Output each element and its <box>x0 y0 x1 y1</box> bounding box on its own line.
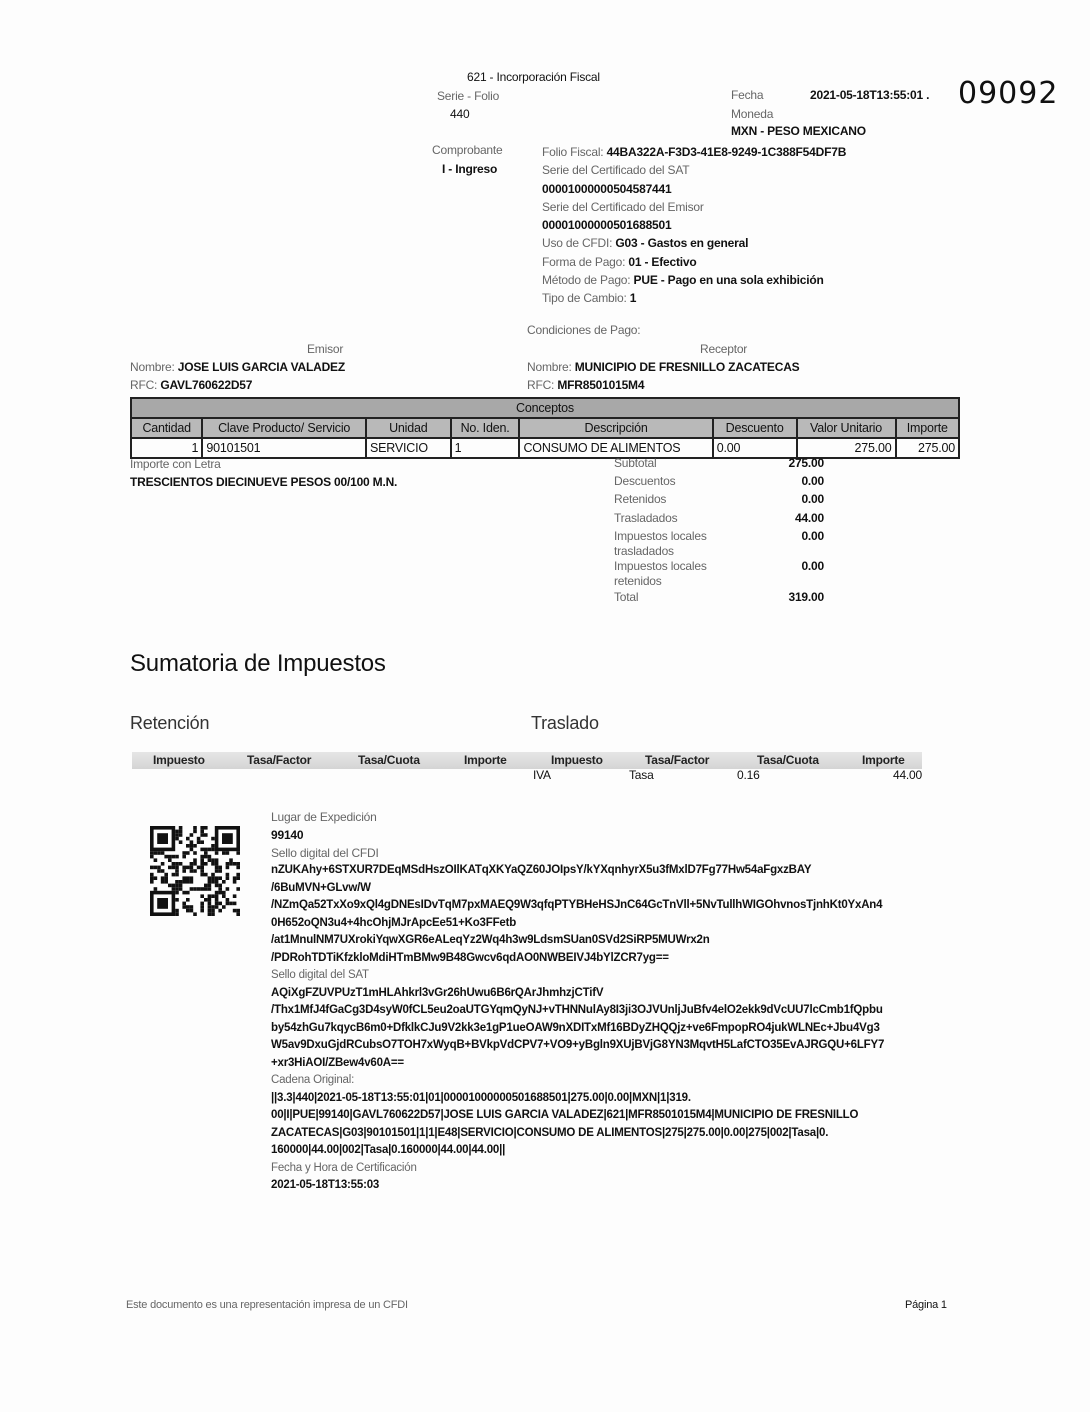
total-label: Descuentos <box>614 474 676 488</box>
stamp-number: 09092 <box>958 76 1059 111</box>
lugar-expedicion: 99140 <box>271 828 304 842</box>
fiscal-line <box>542 161 846 179</box>
fecha-label: Fecha <box>731 88 764 102</box>
serie-folio: 440 <box>450 107 470 121</box>
sello-cfdi-line: /PDRohTDTiKfzkloMdiHTmBMw9B48Gwcv6qdAO0NWBEIVJ4bYlZCR7yg== <box>271 951 669 964</box>
fiscal-value: 44BA322A-F3D3-41E8-9249-1C388F54DF7B <box>606 145 847 159</box>
sello-sat-line: +xr3HiAOI/ZBew4v60A== <box>271 1056 404 1069</box>
column-header: Descripción <box>519 418 712 438</box>
emisor-nombre: Nombre: JOSE LUIS GARCIA VALADEZ <box>130 360 345 374</box>
total-row <box>614 511 824 526</box>
tax-value: IVA <box>533 768 551 782</box>
total-label: Impuestos locales retenidos <box>614 559 707 588</box>
fiscal-label: Tipo de Cambio: <box>542 291 630 306</box>
total-value: 0.00 <box>801 559 824 573</box>
fecha: 2021-05-18T13:55:01 . <box>810 88 930 102</box>
cadena-line: ZACATECAS|G03|90101501|1|1|E48|SERVICIO|CONSUMO DE ALIMENTOS|275|275.00|0.00|275|002|Tasa|0. <box>271 1126 829 1139</box>
condiciones-pago-label: Condiciones de Pago: <box>527 323 641 337</box>
fiscal-line <box>542 143 846 161</box>
total-value: 44.00 <box>794 511 824 525</box>
total-row <box>614 529 824 559</box>
fiscal-line <box>542 198 846 216</box>
sello-cfdi-line: /NZmQa52TxXo9xQl4gDNEsIDvTqM7pxMAEQ9W3qfqPTYBHeHSJnC64GcTnVll+5NvTullhWIGOhvnosTjnhKt0YxAn4 <box>271 899 883 911</box>
cadena-label: Cadena Original: <box>271 1074 355 1086</box>
total-label: Trasladados <box>614 511 678 525</box>
sello-cfdi-line: /at1MnulNM7UXrokiYqwXGR6eALeqYz2Wq4h3w9LdsmSUan0SVd2SiRP5MUWrx2n <box>271 934 710 946</box>
comprobante: I - Ingreso <box>442 162 498 176</box>
emisor-title: Emisor <box>307 342 344 356</box>
sello-cfdi-label: Sello digital del CFDI <box>271 846 379 860</box>
sello-sat-line: /Thx1MfJ4fGaCg3D4syW0fCL5eu2oaUTGYqmQyNJ+vTHNNulAy8I3ji3OJVUnljJuBfv4elO2ekk9dVcUU7lcCmb1fQpbu <box>271 1004 883 1016</box>
qr-code <box>150 826 240 916</box>
fecha-cert: 2021-05-18T13:55:03 <box>271 1179 380 1191</box>
traslado-title: Traslado <box>531 713 599 733</box>
total-label: Retenidos <box>614 492 667 506</box>
tax-value: Tasa <box>629 768 654 782</box>
fiscal-value: 00001000000504587441 <box>542 181 672 196</box>
sello-sat-line: AQiXgFZUVPUzT1mHLAhkrl3vGr26hUwu6B6rQArJhmhzjCTifV <box>271 986 604 999</box>
total-label: Impuestos locales trasladados <box>614 529 707 558</box>
comprobante-label: Comprobante <box>432 143 503 157</box>
emisor-rfc: RFC: GAVL760622D57 <box>130 378 253 392</box>
column-header: Importe <box>896 418 959 438</box>
fiscal-line <box>542 234 846 252</box>
tax-column-header: Tasa/Factor <box>645 753 710 767</box>
total-row <box>614 559 824 589</box>
tax-column-header: Tasa/Cuota <box>358 753 420 767</box>
fiscal-line <box>542 289 846 307</box>
tax-column-header: Impuesto <box>551 753 603 767</box>
fiscal-label: Método de Pago: <box>542 273 634 288</box>
table-row <box>131 438 959 458</box>
footer-note: Este documento es una representación impresa de un CFDI <box>126 1299 408 1311</box>
fiscal-line <box>542 271 846 289</box>
retencion-title: Retención <box>130 713 210 733</box>
page-number: Página 1 <box>905 1299 947 1311</box>
table-cell: 90101501 <box>202 438 366 458</box>
lugar-label: Lugar de Expedición <box>271 810 377 824</box>
total-value: 0.00 <box>801 474 824 488</box>
tax-value: 44.00 <box>892 768 922 782</box>
serie-folio-label: Serie - Folio <box>437 89 500 103</box>
total-row <box>614 590 824 605</box>
fiscal-details <box>542 143 846 308</box>
conceptos-table <box>130 397 960 459</box>
fiscal-label: Folio Fiscal: <box>542 145 607 159</box>
sello-cfdi-line: 0H652oQN3u4+4hcOhjMJrApcEe51+Ko3FFetb <box>271 916 517 929</box>
moneda-label: Moneda <box>731 107 774 121</box>
fiscal-line <box>542 180 846 198</box>
table-cell: 0.00 <box>713 438 797 458</box>
tax-column-header: Importe <box>464 753 507 767</box>
fiscal-value: 01 - Efectivo <box>628 254 697 269</box>
regimen-fiscal: 621 - Incorporación Fiscal <box>467 70 600 84</box>
cadena-line: 160000|44.00|002|Tasa|0.160000|44.00|44.00|| <box>271 1144 506 1156</box>
table-cell: 1 <box>451 438 520 458</box>
fiscal-label: Serie del Certificado del Emisor <box>542 199 704 214</box>
fiscal-value: 00001000000501688501 <box>542 218 672 233</box>
sello-sat-line: by54zhGu7kqycB6m0+DfklkCJu9V2kk3e1gP1ueOAW9nXDITxMf16BDyZHQQjz+ve6FmpopRO4jukWLNEc+Jbu4Vg3 <box>271 1021 880 1034</box>
column-header: Unidad <box>366 418 451 438</box>
importe-letra: TRESCIENTOS DIECINUEVE PESOS 00/100 M.N. <box>130 475 398 489</box>
sumatoria-title: Sumatoria de Impuestos <box>130 650 386 677</box>
column-header: Valor Unitario <box>797 418 896 438</box>
sello-cfdi-line: /6BuMVN+GLvw/W <box>271 881 371 894</box>
fiscal-line <box>542 253 846 271</box>
column-header: No. Iden. <box>451 418 520 438</box>
column-header: Clave Producto/ Servicio <box>202 418 366 438</box>
fecha-cert-label: Fecha y Hora de Certificación <box>271 1161 417 1174</box>
fiscal-line <box>542 216 846 234</box>
cadena-line: ||3.3|440|2021-05-18T13:55:01|01|00001000000501688501|275.00|0.00|MXN|1|319. <box>271 1091 691 1104</box>
table-cell: SERVICIO <box>366 438 451 458</box>
receptor-nombre: Nombre: MUNICIPIO DE FRESNILLO ZACATECAS <box>527 360 800 374</box>
column-header: Cantidad <box>131 418 202 438</box>
fiscal-label: Forma de Pago: <box>542 254 629 269</box>
total-value: 0.00 <box>801 492 824 506</box>
sello-cfdi-line: nZUKAhy+6STXUR7DEqMSdHszOIlKATqXKYaQZ60JOIpsY/kYXqnhyrX5u3fMxlD7Fg77Hw54aFgxzBAY <box>271 864 812 876</box>
tax-column-header: Tasa/Factor <box>247 753 312 767</box>
tax-column-header: Impuesto <box>153 753 205 767</box>
receptor-rfc: RFC: MFR8501015M4 <box>527 378 645 392</box>
total-row <box>614 474 824 489</box>
receptor-title: Receptor <box>700 342 748 356</box>
total-label: Subtotal <box>614 456 657 470</box>
importe-letra-label: Importe con Letra <box>130 457 221 471</box>
total-value: 319.00 <box>788 590 824 604</box>
fiscal-value: PUE - Pago en una sola exhibición <box>633 273 824 288</box>
tax-value: 0.16 <box>737 768 760 782</box>
fiscal-value: G03 - Gastos en general <box>615 236 749 251</box>
fiscal-value: 1 <box>629 291 637 306</box>
table-cell: CONSUMO DE ALIMENTOS <box>519 438 712 458</box>
tax-column-header: Tasa/Cuota <box>757 753 819 767</box>
column-header: Descuento <box>713 418 797 438</box>
fiscal-label: Serie del Certificado del SAT <box>542 163 690 178</box>
tax-column-header: Importe <box>862 753 905 767</box>
total-value: 0.00 <box>801 529 824 543</box>
table-cell: 1 <box>131 438 202 458</box>
total-row <box>614 492 824 507</box>
sello-sat-line: W5av9DxuGjdRCubsO7TOH7xWyqB+BVkpVdCPV7+VO9+yBgln9XUjBVjG8YN3MqvtH5LafCTO35EvAJRGQU+6LFY7 <box>271 1039 885 1051</box>
table-cell: 275.00 <box>797 438 896 458</box>
sello-sat-label: Sello digital del SAT <box>271 969 369 981</box>
fiscal-label: Uso de CFDI: <box>542 236 616 251</box>
conceptos-title: Conceptos <box>131 398 959 418</box>
total-value: 275.00 <box>788 456 824 470</box>
total-row <box>614 456 824 471</box>
cert-block <box>271 862 884 1195</box>
total-label: Total <box>614 590 639 604</box>
moneda: MXN - PESO MEXICANO <box>731 124 866 138</box>
table-cell: 275.00 <box>896 438 959 458</box>
cadena-line: 00|I|PUE|99140|GAVL760622D57|JOSE LUIS GARCIA VALADEZ|621|MFR8501015M4|MUNICIPIO DE FRESNILLO <box>271 1109 859 1121</box>
